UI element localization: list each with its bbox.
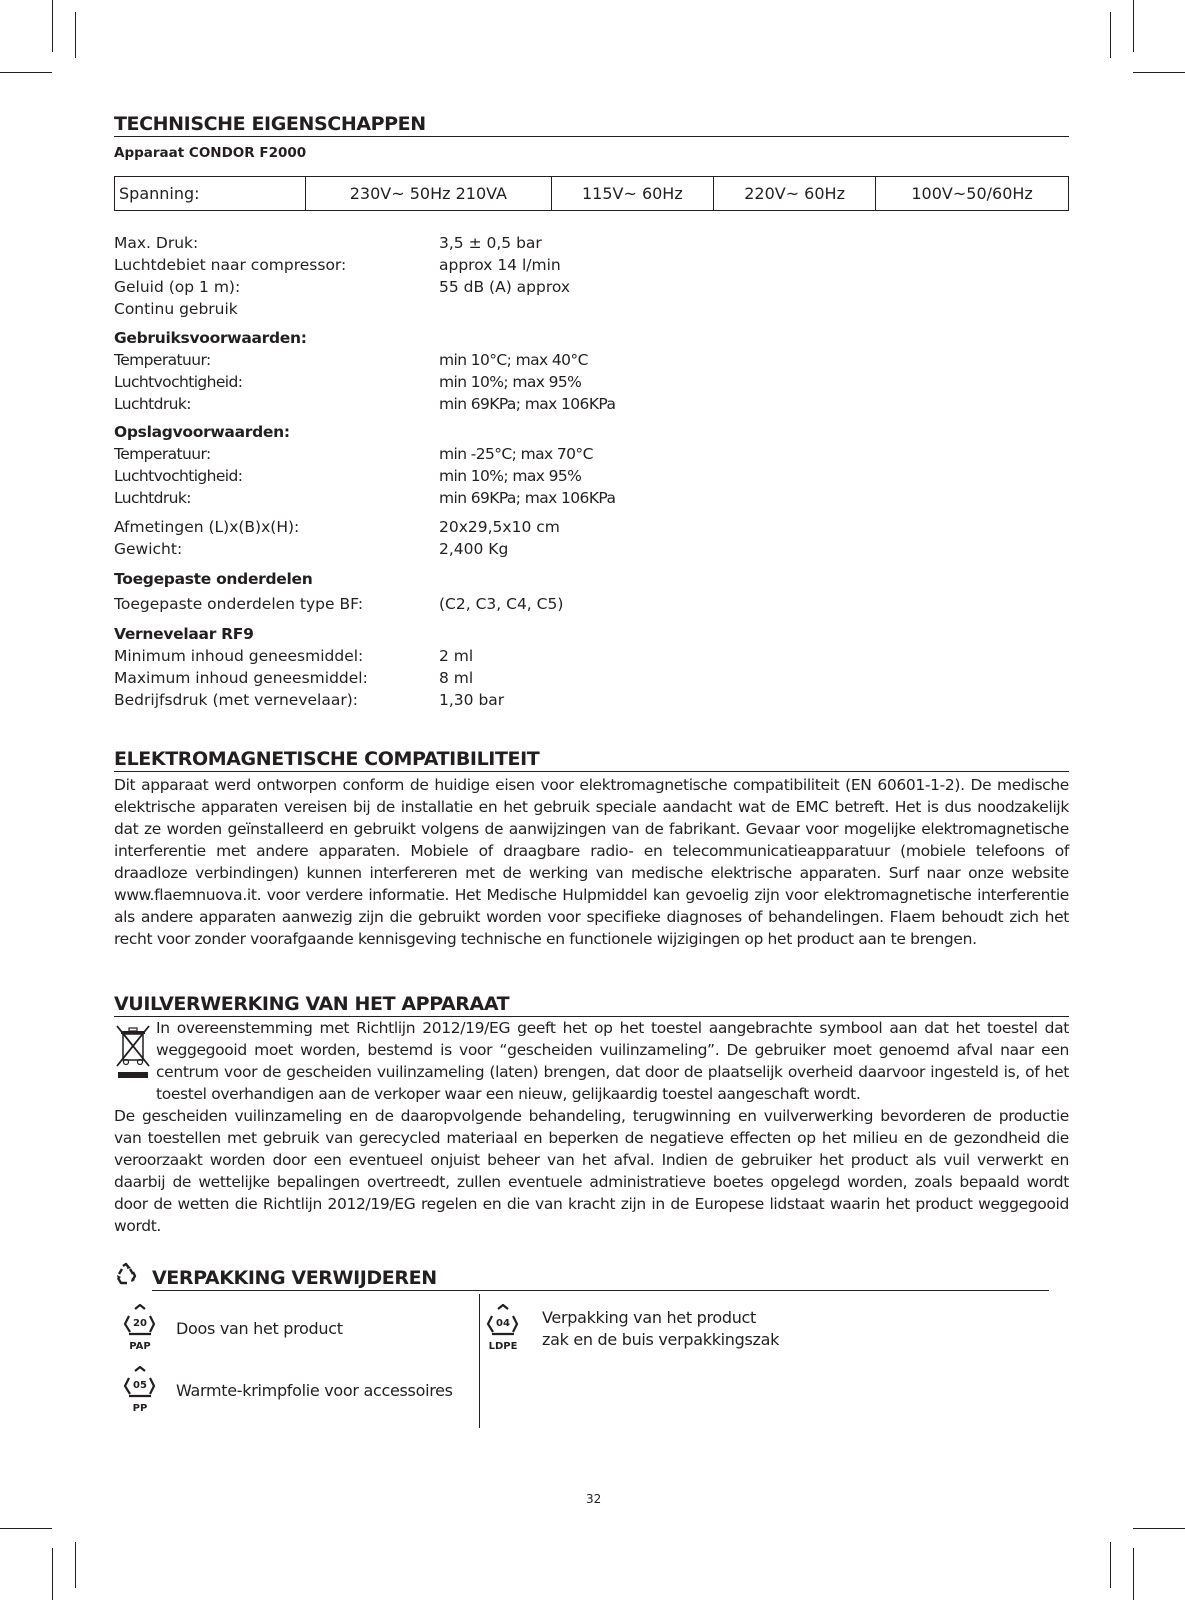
table-cell: 100V~50/60Hz [876, 177, 1069, 211]
crop-mark [52, 0, 53, 52]
voltage-table [114, 176, 1069, 211]
spec-row: Temperatuur: min -25°C; max 70°C [114, 445, 593, 463]
crop-mark [1133, 0, 1134, 52]
spec-row: Temperatuur: min 10°C; max 40°C [114, 351, 588, 369]
svg-text:PP: PP [132, 1403, 148, 1414]
recycle-pap-icon [119, 1304, 161, 1354]
waste-text-1: In overeenstemming met Richtlijn 2012/19/EG geeft het op het toestel aangebrachte symbool aan dat het toestel dat weggegooid moet worden, bestemd is voor “gescheiden vuilinzameling”. De gebruiker moet genoemd afval naar een centrum voor de gescheiden vuilinzameling (laten) brengen, dat door de plaatselijk overheid daarvoor ingesteld is, of het toestel overhandigen aan de verkoper waar een nieuw, gelijkaardig toestel aangeschaft wordt. [156, 1019, 1069, 1103]
crop-mark [75, 1542, 76, 1588]
table-cell: 115V~ 60Hz [551, 177, 713, 211]
svg-text:05: 05 [133, 1380, 147, 1391]
spec-row: Luchtdruk: min 69KPa; max 106KPa [114, 489, 616, 507]
svg-text:PAP: PAP [129, 1341, 151, 1352]
spec-row: Continu gebruik [114, 300, 238, 318]
spec-row: Gewicht: 2,400 Kg [114, 540, 509, 558]
crop-mark [0, 72, 52, 73]
spec-row: Maximum inhoud geneesmiddel: 8 ml [114, 669, 474, 687]
use-conditions-title: Gebruiksvoorwaarden: [114, 329, 307, 347]
waste-title: VUILVERWERKING VAN HET APPARAAT [114, 993, 1069, 1017]
recycle-icon [114, 1262, 138, 1286]
crop-mark [0, 1528, 52, 1529]
tech-title: TECHNISCHE EIGENSCHAPPEN [114, 113, 1069, 137]
packaging-title: VERPAKKING VERWIJDEREN [152, 1267, 1049, 1291]
nebulizer-title: Vernevelaar RF9 [114, 625, 254, 643]
spec-row: Minimum inhoud geneesmiddel: 2 ml [114, 647, 474, 665]
spec-row: Max. Druk: 3,5 ± 0,5 bar [114, 234, 542, 252]
pack-label: Warmte-krimpfolie voor accessoires [176, 1381, 453, 1400]
spec-row: Geluid (op 1 m): 55 dB (A) approx [114, 278, 571, 296]
device-name: Apparaat CONDOR F2000 [114, 145, 307, 161]
waste-text-2: De gescheiden vuilinzameling en de daaropvolgende behandeling, terugwinning en vuilverwerking bevorderen de productie van toestellen met gebruik van gerecycled materiaal en beperken de negatieve effecten op het milieu en de gezondheid die veroorzaakt worden door een eventueel onjuist beheer van het afval. Indien de gebruiker het product als vuil verwerkt en daarbij de wettelijke bepalingen overtreedt, zullen eventuele administratieve boetes opgelegd worden, zoals bepaald wordt door de wetten die Richtlijn 2012/19/EG regelen en die van kracht zijn in de Europese lidstaat waarin het product weggegooid wordt. [114, 1107, 1069, 1235]
spec-row: Luchtvochtigheid: min 10%; max 95% [114, 373, 582, 391]
table-cell: 230V~ 50Hz 210VA [306, 177, 552, 211]
crop-mark [1133, 72, 1185, 73]
crop-mark [1133, 1548, 1134, 1600]
crop-mark [1110, 12, 1111, 58]
table-cell: 220V~ 60Hz [713, 177, 875, 211]
pack-label: Doos van het product [176, 1319, 343, 1338]
pack-label: zak en de buis verpakkingszak [542, 1330, 780, 1349]
emc-title: ELEKTROMAGNETISCHE COMPATIBILITEIT [114, 748, 1069, 772]
svg-text:20: 20 [133, 1318, 147, 1329]
page-number: 32 [586, 1492, 602, 1506]
recycle-ldpe-icon [480, 1304, 526, 1354]
crop-mark [1110, 1542, 1111, 1588]
emc-text: Dit apparaat werd ontworpen conform de huidige eisen voor elektromagnetische compatibiliteit (EN 60601-1-2). De medische elektrische apparaten vereisen bij de installatie en het gebruik speciale aandacht wat de EMC betreft. Het is dus noodzakelijk dat ze worden geïnstalleerd en gebruikt volgens de aanwijzingen van de fabrikant. Gevaar voor mogelijke elektromagnetische interferentie met andere apparaten. Mobiele of draagbare radio- en telecommunicatieapparatuur (mobiele telefoons of draadloze verbindingen) kunnen interfereren met de werking van medische elektrische apparaten. Surf naar onze website www.flaemnuova.it. voor verdere informatie. Het Medische Hulpmiddel kan gevoelig zijn voor elektromagnetische interferentie als andere apparaten aanwezig zijn die gebruikt worden voor specifieke diagnoses of behandelingen. Flaem behoudt zich het recht voor zonder voorafgaande kennisgeving technische en functionele wijzigingen op het product aan te brengen. [114, 776, 1069, 948]
storage-conditions-title: Opslagvoorwaarden: [114, 423, 290, 441]
table-row [115, 177, 1069, 211]
spec-row: Afmetingen (L)x(B)x(H): 20x29,5x10 cm [114, 518, 560, 536]
crop-mark [75, 12, 76, 58]
applied-parts-title: Toegepaste onderdelen [114, 570, 313, 588]
crop-mark [1133, 1528, 1185, 1529]
table-cell: Spanning: [115, 177, 306, 211]
spec-row: Bedrijfsdruk (met vernevelaar): 1,30 bar [114, 691, 505, 709]
spec-row: Luchtdruk: min 69KPa; max 106KPa [114, 395, 616, 413]
spec-row: Luchtdebiet naar compressor: approx 14 l/min [114, 256, 561, 274]
weee-bin-icon [114, 1020, 152, 1082]
recycle-pp-icon [119, 1366, 161, 1416]
pack-label: Verpakking van het product [542, 1308, 757, 1327]
svg-text:04: 04 [496, 1318, 510, 1329]
svg-text:LDPE: LDPE [488, 1341, 518, 1352]
crop-mark [52, 1548, 53, 1600]
spec-row: Toegepaste onderdelen type BF: (C2, C3, C4, C5) [114, 595, 564, 613]
spec-row: Luchtvochtigheid: min 10%; max 95% [114, 467, 582, 485]
